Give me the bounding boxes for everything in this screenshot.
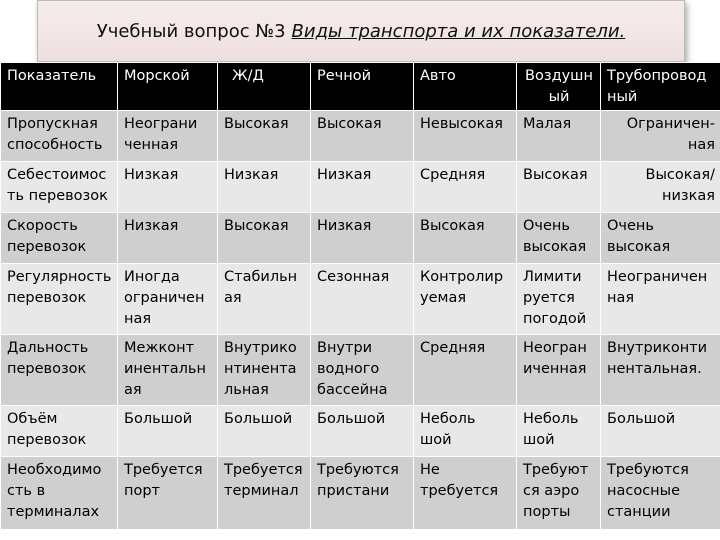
table-row	[1, 335, 720, 406]
table-cell: Не требуется	[414, 457, 517, 530]
table-cell: Иногда ограничен ная	[118, 264, 218, 335]
table-cell: Внутриконти нентальная.	[601, 335, 720, 406]
row-label-cell: Себестоимос ть перевозок	[1, 162, 118, 213]
table-cell: Внутрико нтинента льная	[218, 335, 311, 406]
table-cell: Очень высокая	[601, 213, 720, 264]
header-cell: Воздушн ый	[517, 63, 601, 111]
table-cell: Средняя	[414, 335, 517, 406]
table-cell: Высокая	[311, 111, 414, 162]
header-cell: Трубопровод ный	[601, 63, 720, 111]
table-row	[1, 213, 720, 264]
table-cell: Большой	[118, 406, 218, 457]
header-cell: Морской	[118, 63, 218, 111]
table-cell: Низкая	[311, 213, 414, 264]
header-cell: Речной	[311, 63, 414, 111]
table-cell: Неогран иченная	[517, 335, 601, 406]
table-cell: Неограничен ная	[601, 264, 720, 335]
table-cell: Требуется порт	[118, 457, 218, 530]
table-cell: Высокая	[218, 213, 311, 264]
table-cell: Высокая	[218, 111, 311, 162]
table-cell: Большой	[218, 406, 311, 457]
table-row	[1, 457, 720, 530]
row-label-cell: Дальность перевозок	[1, 335, 118, 406]
table-cell: Сезонная	[311, 264, 414, 335]
table-cell: Большой	[601, 406, 720, 457]
table-cell: Очень высокая	[517, 213, 601, 264]
table-row	[1, 406, 720, 457]
table-cell: Низкая	[118, 162, 218, 213]
table-row	[1, 264, 720, 335]
table-cell: Невысокая	[414, 111, 517, 162]
table-cell: Неболь шой	[414, 406, 517, 457]
table-cell: Большой	[311, 406, 414, 457]
table-cell: Низкая	[118, 213, 218, 264]
table-cell: Средняя	[414, 162, 517, 213]
table-row	[1, 162, 720, 213]
header-cell: Ж/Д	[218, 63, 311, 111]
table-cell: Высокая/ низкая	[601, 162, 720, 213]
title-main: Учебный вопрос №3	[96, 20, 286, 42]
table-header-row	[1, 63, 720, 111]
header-cell: Показатель	[1, 63, 118, 111]
row-label-cell: Пропускная способность	[1, 111, 118, 162]
table-cell: Неболь шой	[517, 406, 601, 457]
table-cell: Высокая	[414, 213, 517, 264]
table-cell: Контролир уемая	[414, 264, 517, 335]
table-cell: Неограни ченная	[118, 111, 218, 162]
transport-table	[0, 62, 720, 530]
table-cell: Стабильн ая	[218, 264, 311, 335]
row-label-cell: Объём перевозок	[1, 406, 118, 457]
table-cell: Низкая	[218, 162, 311, 213]
table-cell: Малая	[517, 111, 601, 162]
slide-title	[37, 0, 685, 62]
row-label-cell: Необходимо сть в терминалах	[1, 457, 118, 530]
table-cell: Низкая	[311, 162, 414, 213]
table-cell: Высокая	[517, 162, 601, 213]
table-cell: Требуются пристани	[311, 457, 414, 530]
row-label-cell: Скорость перевозок	[1, 213, 118, 264]
table-cell: Лимити руется погодой	[517, 264, 601, 335]
table-cell: Ограничен- ная	[601, 111, 720, 162]
table-cell: Требуются насосные станции	[601, 457, 720, 530]
table-cell: Требуют ся аэро порты	[517, 457, 601, 530]
table-row	[1, 111, 720, 162]
table-cell: Внутри водного бассейна	[311, 335, 414, 406]
table-cell: Межконт инентальн ая	[118, 335, 218, 406]
title-subtitle: Виды транспорта и их показатели.	[291, 20, 626, 42]
row-label-cell: Регулярность перевозок	[1, 264, 118, 335]
header-cell: Авто	[414, 63, 517, 111]
table-cell: Требуется терминал	[218, 457, 311, 530]
